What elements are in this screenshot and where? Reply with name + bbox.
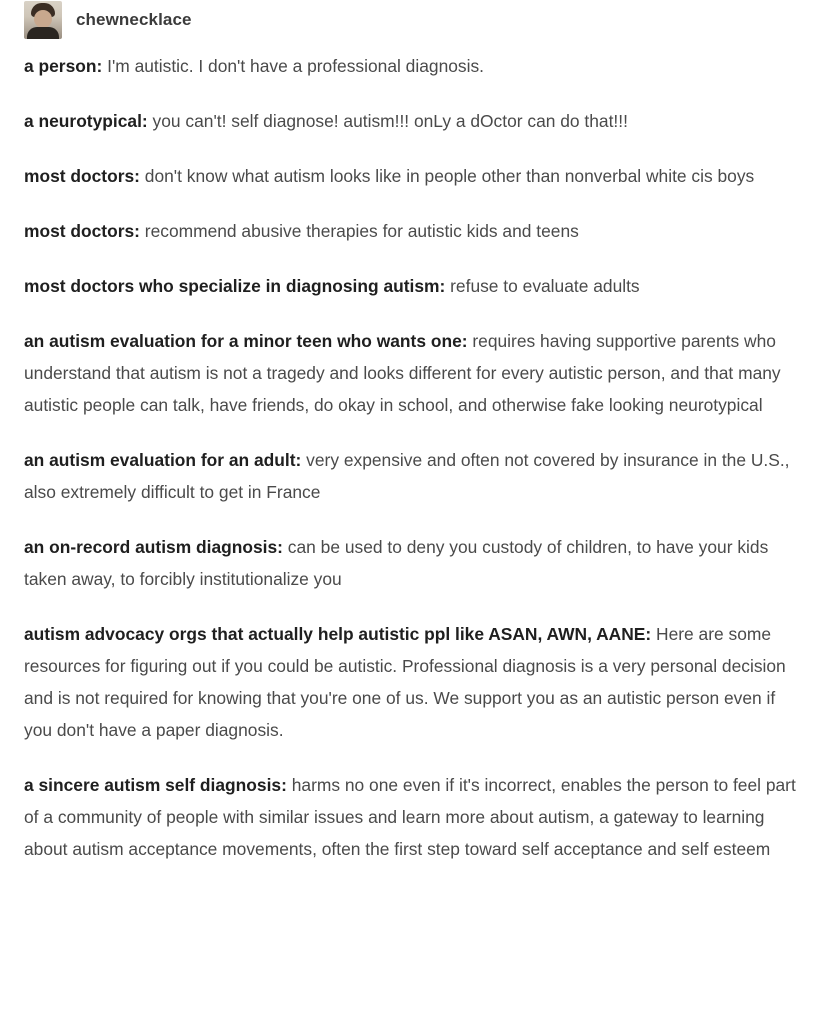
post-header (24, 0, 192, 40)
line-text: very expensive and often not covered by insurance in the U.S., also extremely difficult to get in France (24, 450, 790, 502)
avatar-shirt-shape (27, 27, 59, 39)
post-line (24, 325, 799, 421)
post-line (24, 160, 799, 192)
user-avatar[interactable] (24, 1, 62, 39)
post-line (24, 105, 799, 137)
post-line (24, 618, 799, 746)
line-speaker: a person: (24, 56, 103, 76)
line-text: don't know what autism looks like in people other than nonverbal white cis boys (139, 166, 755, 186)
line-text: harms no one even if it's incorrect, enables the person to feel part of a community of people with similar issues and learn more about autism, a gateway to learning about autism acceptance movements, often the first step toward self acceptance and self esteem (24, 775, 796, 859)
line-speaker: a sincere autism self diagnosis: (24, 775, 287, 795)
line-speaker: most doctors: (24, 166, 140, 186)
line-speaker: an autism evaluation for an adult: (24, 450, 302, 470)
post-line (24, 215, 799, 247)
line-speaker: an autism evaluation for a minor teen who wants one: (24, 331, 468, 351)
line-speaker: autism advocacy orgs that actually help autistic ppl like ASAN, AWN, AANE: (24, 624, 652, 644)
line-speaker: most doctors: (24, 221, 140, 241)
line-speaker: a neurotypical: (24, 111, 148, 131)
avatar-face-shape (34, 10, 52, 28)
line-text: refuse to evaluate adults (445, 276, 640, 296)
line-text: recommend abusive therapies for autistic kids and teens (139, 221, 579, 241)
line-text: requires having supportive parents who understand that autism is not a tragedy and looks different for every autistic person, and that many autistic people can talk, have friends, do okay in school, and otherwise fake looking neurotypical (24, 331, 781, 415)
line-text: I'm autistic. I don't have a professional diagnosis. (102, 56, 484, 76)
post-line (24, 444, 799, 508)
post-line (24, 531, 799, 595)
line-speaker: an on-record autism diagnosis: (24, 537, 283, 557)
line-text: you can't! self diagnose! autism!!! onLy a dOctor can do that!!! (147, 111, 628, 131)
post-line (24, 270, 799, 302)
post-line (24, 50, 799, 82)
line-text: Here are some resources for figuring out if you could be autistic. Professional diagnosis is a very personal decision and is not required for knowing that you're one of us. We support you as an autistic person even if you don't have a paper diagnosis. (24, 624, 786, 740)
post-body (24, 50, 799, 888)
username-link[interactable]: chewnecklace (76, 10, 192, 29)
post-line (24, 769, 799, 865)
line-speaker: most doctors who specialize in diagnosing autism: (24, 276, 446, 296)
line-text: can be used to deny you custody of children, to have your kids taken away, to forcibly institutionalize you (24, 537, 769, 589)
